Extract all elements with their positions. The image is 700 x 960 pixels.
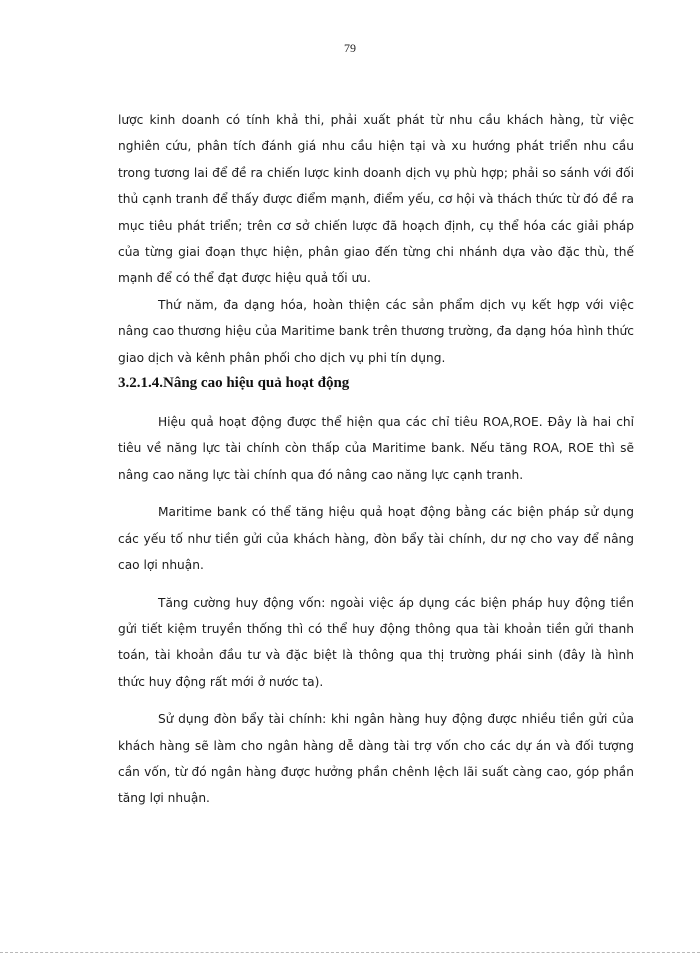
section-heading: 3.2.1.4.Nâng cao hiệu quả hoạt động bbox=[118, 375, 350, 392]
paragraph-strategy-continuation: lược kinh doanh có tính khả thi, phải xuất phát từ nhu cầu khách hàng, từ việc nghiên cứu, phân tích đánh giá nhu cầu hiện tại và xu hướng phát triển nhu cầu trong tương lai để đề ra chiến lược kinh doanh dịch vụ phù hợp; phải so sánh với đối thủ cạnh tranh để thấy được điểm mạnh, điểm yếu, cơ hội và thách thức từ đó đề ra mục tiêu phát triển; trên cơ sở chiến lược đã hoạch định, cụ thể hóa các giải pháp của từng giai đoạn thực hiện, phân giao đến từng chi nhánh dựa vào đặc thù, thế mạnh để có thể đạt được hiệu quả tối ưu. bbox=[118, 113, 634, 286]
page-bottom-divider bbox=[0, 952, 700, 953]
paragraph-financial-leverage: Sử dụng đòn bẩy tài chính: khi ngân hàng huy động được nhiều tiền gửi của khách hàng sẽ làm cho ngân hàng dễ dàng tài trợ vốn cho các dự án và đối tượng cần vốn, từ đó ngân hàng được hưởng phần chênh lệch lãi suất càng cao, góp phần tăng lợi nhuận. bbox=[118, 712, 634, 806]
paragraph-capital-mobilization: Tăng cường huy động vốn: ngoài việc áp dụng các biện pháp huy động tiền gửi tiết kiệm truyền thống thì có thể huy động thông qua tài khoản tiền gửi thanh toán, tài khoản đầu tư và đặc biệt là thông qua thị trường phái sinh (đây là hình thức huy động rất mới ở nước ta). bbox=[118, 595, 634, 689]
page-number: 79 bbox=[344, 41, 356, 55]
document-body bbox=[118, 107, 634, 812]
paragraph-roa-roe: Hiệu quả hoạt động được thể hiện qua các chỉ tiêu ROA,ROE. Đây là hai chỉ tiêu về năng lực tài chính còn thấp của Maritime bank. Nếu tăng ROA, ROE thì sẽ nâng cao năng lực tài chính qua đó nâng cao năng lực cạnh tranh. bbox=[118, 415, 634, 482]
paragraph-fifth-diversification: Thứ năm, đa dạng hóa, hoàn thiện các sản phẩm dịch vụ kết hợp với việc nâng cao thương hiệu của Maritime bank trên thương trường, đa dạng hóa hình thức giao dịch và kênh phân phối cho dịch vụ phi tín dụng. bbox=[118, 297, 634, 365]
paragraph-efficiency-measures: Maritime bank có thể tăng hiệu quả hoạt động bằng các biện pháp sử dụng các yếu tố như tiền gửi của khách hàng, đòn bẩy tài chính, dư nợ cho vay để nâng cao lợi nhuận. bbox=[118, 505, 634, 573]
